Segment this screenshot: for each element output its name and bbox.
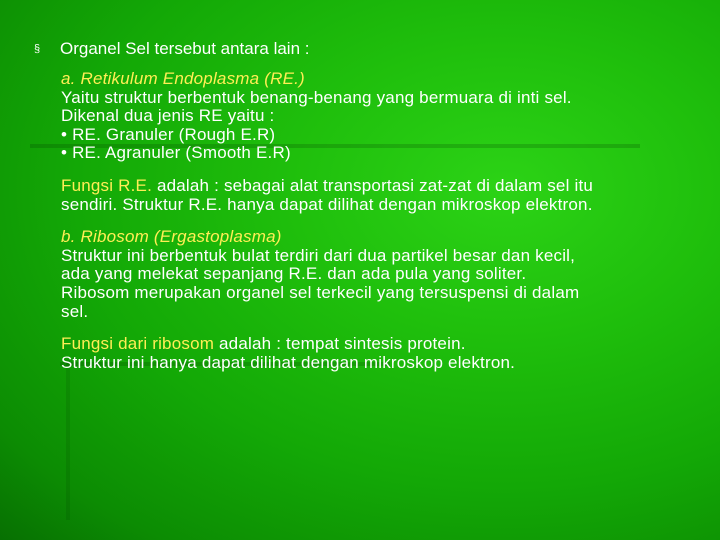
ribosom-line: ada yang melekat sepanjang R.E. dan ada pula yang soliter.: [61, 264, 527, 284]
square-bullet-icon: §: [34, 43, 41, 55]
intro-bullet: [34, 38, 694, 60]
ribosom-line: sel.: [61, 301, 89, 321]
ribosom-function-label: Fungsi dari ribosom: [61, 334, 215, 354]
re-line: Dikenal dua jenis RE yaitu :: [61, 106, 275, 126]
content-block: [61, 70, 694, 372]
re-line: • RE. Agranuler (Smooth E.R): [61, 143, 291, 163]
intro-text: Organel Sel tersebut antara lain :: [60, 39, 310, 58]
re-function-label: Fungsi R.E.: [61, 175, 153, 195]
re-section: [61, 70, 694, 163]
re-function-line2: sendiri. Struktur R.E. hanya dapat dilihat dengan mikroskop elektron.: [61, 194, 593, 214]
re-heading: a. Retikulum Endoplasma (RE.): [61, 69, 305, 88]
ribosom-section: [61, 228, 694, 321]
ribosom-heading: b. Ribosom (Ergastoplasma): [61, 227, 282, 247]
re-function-line: [61, 177, 694, 196]
re-line: • RE. Granuler (Rough E.R): [61, 124, 276, 144]
ribosom-function-line2: Struktur ini hanya dapat dilihat dengan mikroskop elektron.: [61, 352, 516, 372]
ribosom-function-line: [61, 335, 694, 354]
ribosom-line: Ribosom merupakan organel sel terkecil yang tersuspensi di dalam: [61, 282, 580, 302]
ribosom-line: Struktur ini berbentuk bulat terdiri dari dua partikel besar dan kecil,: [61, 245, 576, 265]
re-function-text: adalah : sebagai alat transportasi zat-zat di dalam sel itu: [152, 175, 594, 195]
ribosom-function: [61, 335, 694, 372]
re-function: [61, 177, 694, 214]
re-line: Yaitu struktur berbentuk benang-benang yang bermuara di inti sel.: [61, 87, 572, 107]
slide-body: [34, 38, 694, 386]
ribosom-function-text: adalah : tempat sintesis protein.: [214, 334, 466, 354]
